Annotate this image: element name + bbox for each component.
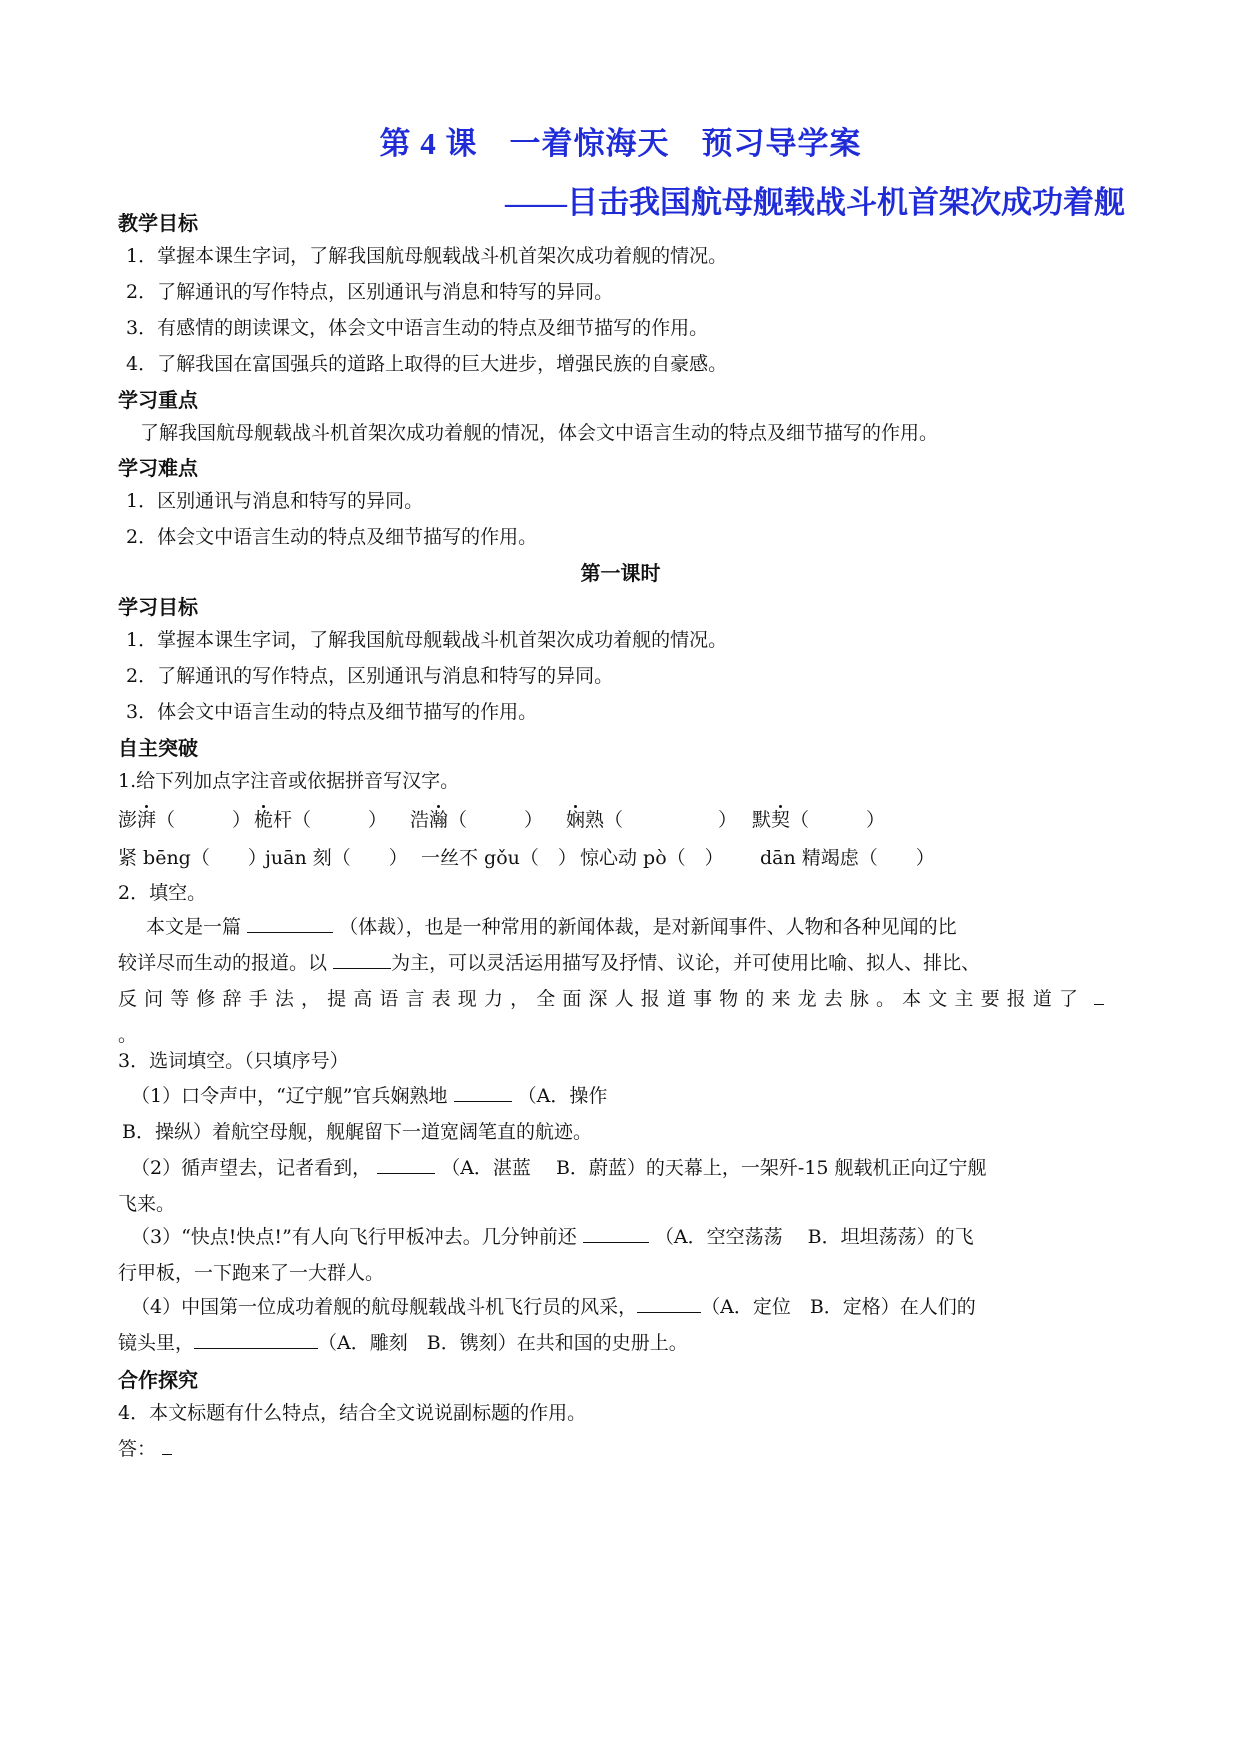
answer-blank[interactable]	[583, 1224, 649, 1243]
question-2: 2．填空。	[118, 882, 207, 904]
study-goal-2: 2．了解通讯的写作特点，区别通讯与消息和特写的异同。	[126, 665, 614, 687]
answer-blank[interactable]	[194, 1330, 318, 1349]
answer-line: 答：	[118, 1434, 172, 1461]
q2-line-3: 反问等修辞手法，提高语言表现力，全面深人报道事物的来龙去脉。本文主要报道了	[118, 988, 1078, 1010]
difficulty-2: 2．体会文中语言生动的特点及细节描写的作用。	[126, 526, 538, 548]
answer-blank[interactable]	[162, 1436, 172, 1455]
pinyin-row-1	[118, 805, 1124, 829]
answer-blank[interactable]	[333, 950, 391, 969]
teaching-goal-2: 2．了解通讯的写作特点，区别通讯与消息和特写的异同。	[126, 281, 614, 303]
question-4: 4．本文标题有什么特点，结合全文说说副标题的作用。	[118, 1402, 587, 1424]
q2-line-2: 较详尽而生动的报道。以 为主，可以灵活运用描写及抒情、议论，并可使用比喻、拟人、排比、	[118, 952, 981, 974]
q3-3-line-2: 行甲板，一下跑来了一大群人。	[118, 1262, 385, 1284]
q3-4-line-2: 镜头里， （A．雕刻 B．镌刻）在共和国的史册上。	[118, 1332, 688, 1354]
q2-line-1: 本文是一篇 （体裁），也是一种常用的新闻体裁，是对新闻事件、人物和各种见闻的比	[146, 916, 957, 938]
question-3: 3．选词填空。（只填序号）	[118, 1050, 349, 1072]
q3-3-line-1: （3）“快点!快点!”有人向飞行甲板冲去。几分钟前还 （A．空空荡荡 B．坦坦荡荡）的飞	[131, 1226, 974, 1248]
q3-2-line-2: 飞来。	[118, 1193, 176, 1215]
self-study-heading: 自主突破	[118, 736, 198, 760]
study-goal-1: 1．掌握本课生字词，了解我国航母舰载战斗机首架次成功着舰的情况。	[126, 629, 728, 651]
answer-blank[interactable]	[247, 914, 333, 933]
key-points-text: 了解我国航母舰载战斗机首架次成功着舰的情况，体会文中语言生动的特点及细节描写的作用。	[140, 422, 939, 444]
word-item: 桅杆（ ）	[254, 809, 388, 831]
answer-blank[interactable]	[454, 1083, 512, 1102]
word-item: 一丝不 gǒu（ ）	[421, 847, 577, 869]
pinyin-row-2	[118, 843, 1124, 867]
q3-1-line-2: B．操纵）着航空母舰，舰艉留下一道宽阔笔直的航迹。	[122, 1121, 592, 1143]
cooperation-heading: 合作探究	[118, 1368, 198, 1392]
lesson-label: 第一课时	[580, 561, 661, 585]
word-item: 紧 bēng（ ）	[118, 847, 267, 869]
teaching-goals-heading: 教学目标	[118, 211, 198, 235]
difficulty-1: 1．区别通讯与消息和特写的异同。	[126, 490, 424, 512]
word-item: 惊心动 pò（ ）	[580, 847, 724, 869]
page-subtitle: ——目击我国航母舰载战斗机首架次成功着舰	[505, 185, 1125, 220]
word-item: 娴熟（ ）	[566, 809, 738, 831]
q3-2-line-1: （2）循声望去，记者看到， （A．湛蓝 B．蔚蓝）的天幕上，一架歼-15 舰载机正向辽宁舰	[131, 1157, 987, 1179]
word-item: 默契（ ）	[752, 809, 886, 831]
study-goal-3: 3．体会文中语言生动的特点及细节描写的作用。	[126, 701, 538, 723]
page-title: 第 4 课 一着惊海天 预习导学案	[379, 126, 862, 161]
q2-line-4: 。	[118, 1024, 138, 1046]
word-item: 澎湃（ ）	[118, 809, 252, 831]
key-points-heading: 学习重点	[118, 388, 198, 412]
study-goals-heading: 学习目标	[118, 595, 198, 619]
q3-4-line-1: （4）中国第一位成功着舰的航母舰载战斗机飞行员的风采， （A．定位 B．定格）在人们的	[131, 1296, 976, 1318]
q3-1-line-1: （1）口令声中，“辽宁舰”官兵娴熟地 （A．操作	[131, 1085, 608, 1107]
word-item: 浩瀚（ ）	[410, 809, 544, 831]
teaching-goal-4: 4．了解我国在富国强兵的道路上取得的巨大进步，增强民族的自豪感。	[126, 353, 728, 375]
difficulties-heading: 学习难点	[118, 456, 198, 480]
answer-blank[interactable]	[377, 1155, 435, 1174]
answer-blank[interactable]	[1094, 986, 1104, 1005]
teaching-goal-3: 3．有感情的朗读课文，体会文中语言生动的特点及细节描写的作用。	[126, 317, 709, 339]
word-item: juān 刻（ ）	[265, 847, 408, 869]
teaching-goal-1: 1．掌握本课生字词，了解我国航母舰载战斗机首架次成功着舰的情况。	[126, 245, 728, 267]
question-1: 1.给下列加点字注音或依据拼音写汉字。	[118, 770, 460, 792]
word-item: dān 精竭虑（ ）	[760, 847, 935, 869]
answer-blank[interactable]	[637, 1294, 701, 1313]
